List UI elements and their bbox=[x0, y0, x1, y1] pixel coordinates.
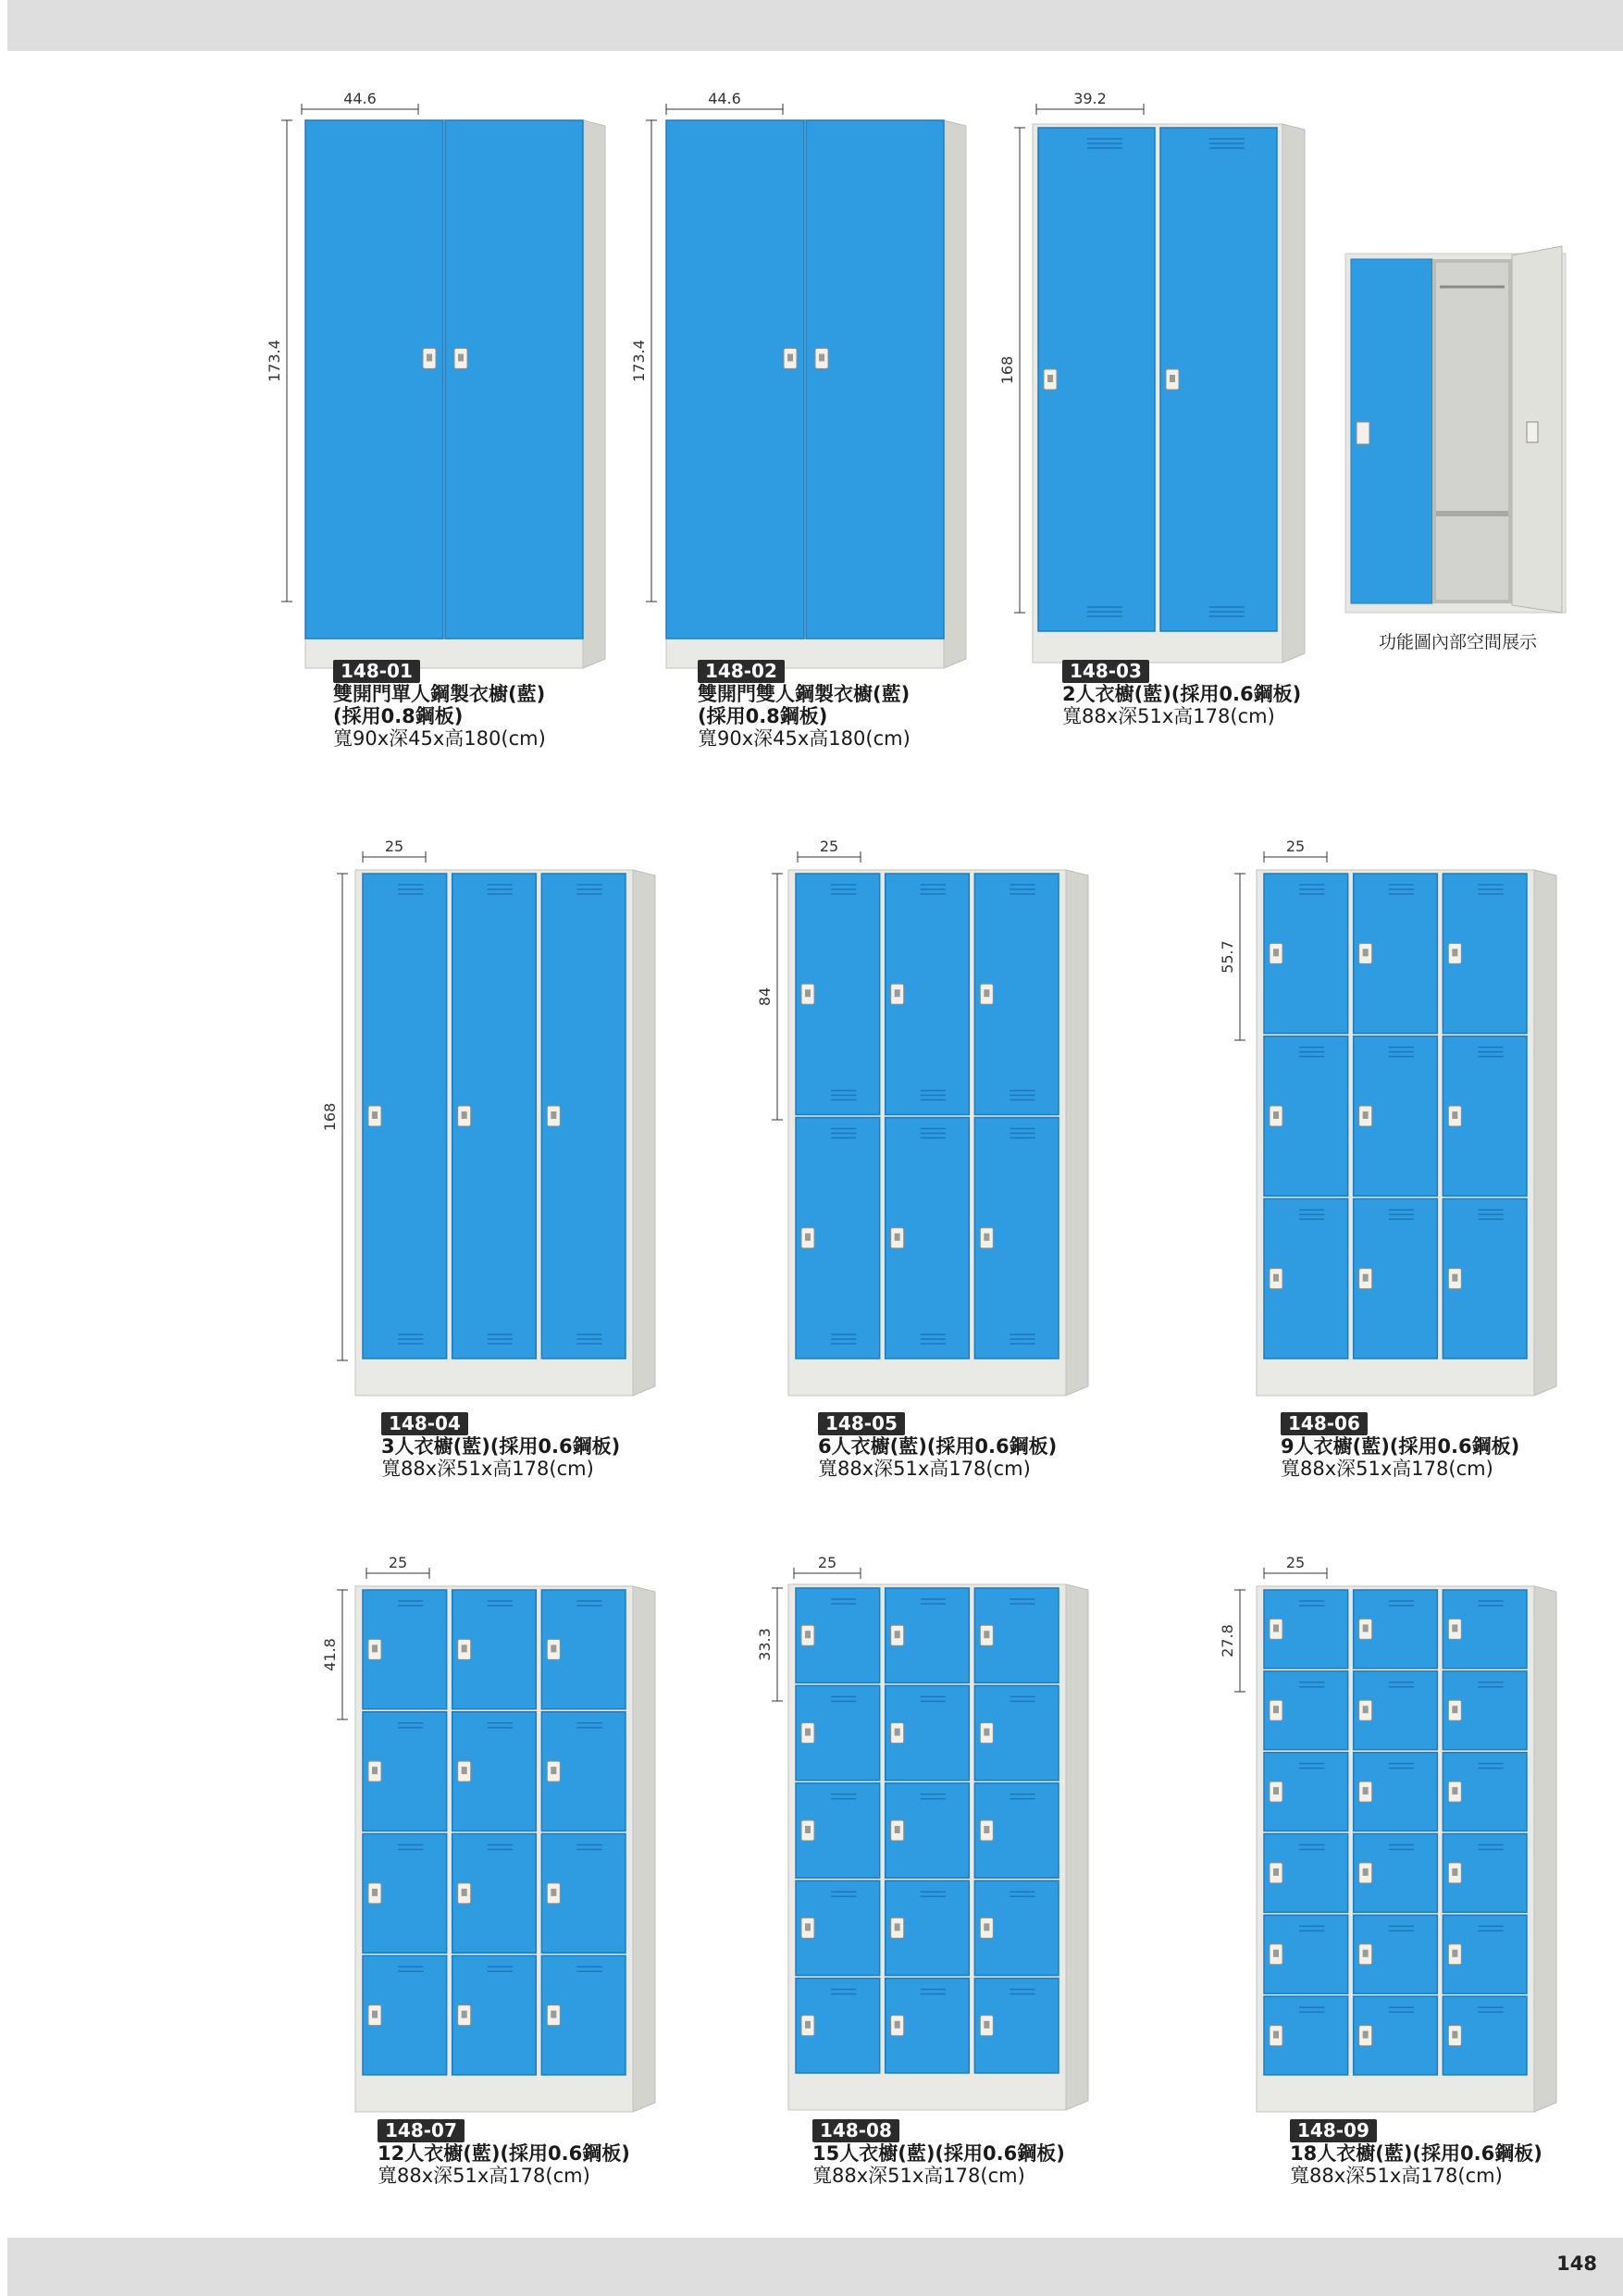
width-dimension-label: 25 bbox=[1285, 1554, 1306, 1571]
lock-handle-icon bbox=[1270, 1106, 1282, 1126]
width-dimension bbox=[366, 1554, 429, 1579]
height-dimension bbox=[321, 1590, 348, 1719]
locker-door bbox=[666, 120, 804, 639]
product-image-148-03 bbox=[998, 90, 1305, 657]
lock-handle-icon bbox=[891, 1820, 904, 1841]
page-number: 148 bbox=[1556, 2253, 1597, 2275]
product-code: 148-03 bbox=[1062, 660, 1149, 683]
product-code: 148-06 bbox=[1281, 1412, 1368, 1435]
lock-handle-icon bbox=[980, 1625, 993, 1645]
lock-handle-icon bbox=[458, 1761, 471, 1781]
width-dimension-label: 25 bbox=[1285, 838, 1306, 855]
locker-door bbox=[445, 120, 583, 639]
lock-handle-icon bbox=[1448, 1619, 1461, 1639]
lock-handle-icon bbox=[368, 1883, 381, 1904]
lock-handle-icon bbox=[1359, 1781, 1372, 1802]
width-dimension bbox=[1264, 838, 1327, 863]
lock-handle-icon bbox=[1448, 1269, 1461, 1289]
height-dimension-label: 41.8 bbox=[321, 1638, 339, 1671]
lock-handle-icon bbox=[547, 1639, 560, 1659]
lock-handle-icon bbox=[1270, 1700, 1282, 1720]
product-code: 148-01 bbox=[333, 660, 420, 683]
product-name: 2人衣櫥(藍)(採用0.6鋼板) bbox=[1062, 683, 1302, 705]
bottom-band bbox=[7, 2238, 1623, 2296]
lock-handle-icon bbox=[1359, 1863, 1372, 1883]
height-dimension bbox=[1219, 874, 1245, 1040]
lock-handle-icon bbox=[891, 1917, 904, 1938]
product-size: 寬88x深51x高178(cm) bbox=[381, 1458, 594, 1480]
lock-handle-icon bbox=[368, 1106, 381, 1126]
lock-handle-icon bbox=[801, 1228, 814, 1248]
product-image-148-05 bbox=[756, 838, 1097, 1409]
height-dimension bbox=[266, 120, 292, 602]
lock-handle-icon bbox=[1448, 2026, 1461, 2046]
lock-handle-icon bbox=[368, 2005, 381, 2026]
height-dimension-label: 27.8 bbox=[1219, 1624, 1236, 1657]
lock-handle-icon bbox=[1359, 2026, 1372, 2046]
product-code: 148-05 bbox=[818, 1412, 905, 1435]
product-name: 雙開門雙人鋼製衣櫥(藍) bbox=[698, 683, 911, 705]
product-image-148-08 bbox=[756, 1554, 1097, 2116]
lock-handle-icon bbox=[891, 2016, 904, 2036]
width-dimension-label: 44.6 bbox=[708, 90, 741, 107]
lock-handle-icon bbox=[815, 348, 828, 368]
product-code: 148-07 bbox=[378, 2119, 465, 2142]
lock-handle-icon bbox=[454, 348, 467, 368]
lock-handle-icon bbox=[980, 1228, 993, 1248]
height-dimension-label: 168 bbox=[998, 355, 1016, 385]
product-image-148-02 bbox=[630, 90, 966, 657]
caption-148-03 bbox=[1062, 660, 1301, 727]
lock-handle-icon bbox=[1270, 943, 1282, 963]
interior-feature-image bbox=[1344, 246, 1584, 616]
width-dimension bbox=[794, 1554, 861, 1579]
product-size: 寬88x深51x高178(cm) bbox=[812, 2165, 1025, 2187]
product-name: 15人衣櫥(藍)(採用0.6鋼板) bbox=[812, 2142, 1065, 2165]
lock-handle-icon bbox=[1448, 1700, 1461, 1720]
lock-handle-icon bbox=[458, 1106, 471, 1126]
product-image-148-09 bbox=[1219, 1554, 1564, 2116]
lock-handle-icon bbox=[891, 1625, 904, 1645]
height-dimension bbox=[321, 874, 348, 1360]
product-name: 12人衣櫥(藍)(採用0.6鋼板) bbox=[378, 2142, 630, 2165]
product-code: 148-04 bbox=[381, 1412, 468, 1435]
lock-handle-icon bbox=[1044, 369, 1057, 390]
lock-handle-icon bbox=[458, 1883, 471, 1904]
feature-caption: 功能圖內部空間展示 bbox=[1379, 632, 1538, 652]
width-dimension-label: 25 bbox=[817, 1554, 837, 1571]
lock-handle-icon bbox=[891, 984, 904, 1004]
lock-handle-icon bbox=[1448, 943, 1461, 963]
lock-handle-icon bbox=[1448, 1781, 1461, 1802]
height-dimension bbox=[1219, 1590, 1245, 1692]
lock-handle-icon bbox=[1166, 369, 1179, 390]
lock-handle-icon bbox=[980, 2016, 993, 2036]
lock-handle-icon bbox=[801, 2016, 814, 2036]
product-image-148-07 bbox=[321, 1554, 659, 2116]
caption-148-08 bbox=[812, 2119, 1065, 2187]
locker-door bbox=[305, 120, 443, 639]
lock-handle-icon bbox=[1448, 1106, 1461, 1126]
width-dimension-label: 44.6 bbox=[343, 90, 377, 107]
product-name: 雙開門單人鋼製衣櫥(藍) bbox=[333, 683, 546, 705]
lock-handle-icon bbox=[368, 1761, 381, 1781]
height-dimension-label: 173.4 bbox=[266, 340, 283, 382]
product-code: 148-09 bbox=[1290, 2119, 1377, 2142]
product-size: 寬90x深45x高180(cm) bbox=[698, 727, 911, 750]
lock-handle-icon bbox=[1359, 1269, 1372, 1289]
height-dimension bbox=[998, 128, 1025, 613]
lock-handle-icon bbox=[1448, 1863, 1461, 1883]
width-dimension bbox=[363, 838, 426, 863]
lock-handle-icon bbox=[1270, 1619, 1282, 1639]
lock-handle-icon bbox=[547, 2005, 560, 2026]
product-code: 148-02 bbox=[698, 660, 785, 683]
lock-handle-icon bbox=[1270, 1944, 1282, 1965]
lock-handle-icon bbox=[423, 348, 436, 368]
lock-handle-icon bbox=[1270, 1781, 1282, 1802]
product-name-line2: (採用0.8鋼板) bbox=[698, 705, 828, 727]
lock-handle-icon bbox=[1359, 1944, 1372, 1965]
height-dimension-label: 173.4 bbox=[630, 340, 648, 382]
width-dimension bbox=[798, 838, 861, 863]
lock-handle-icon bbox=[801, 984, 814, 1004]
caption-148-06 bbox=[1281, 1412, 1519, 1480]
height-dimension-label: 84 bbox=[756, 987, 774, 1007]
height-dimension-label: 168 bbox=[321, 1102, 339, 1132]
height-dimension bbox=[630, 120, 657, 602]
product-code: 148-08 bbox=[812, 2119, 899, 2142]
lock-handle-icon bbox=[1359, 1700, 1372, 1720]
height-dimension bbox=[756, 874, 783, 1120]
height-dimension-label: 33.3 bbox=[756, 1628, 774, 1661]
caption-148-09 bbox=[1290, 2119, 1542, 2187]
lock-handle-icon bbox=[368, 1639, 381, 1659]
width-dimension-label: 25 bbox=[384, 838, 404, 855]
lock-handle-icon bbox=[784, 348, 797, 368]
lock-handle-icon bbox=[801, 1917, 814, 1938]
lock-handle-icon bbox=[891, 1723, 904, 1744]
product-size: 寬88x深51x高178(cm) bbox=[378, 2165, 590, 2187]
lock-handle-icon bbox=[547, 1106, 560, 1126]
caption-148-02 bbox=[698, 660, 911, 750]
lock-handle-icon bbox=[1359, 1106, 1372, 1126]
caption-148-07 bbox=[378, 2119, 630, 2187]
caption-148-05 bbox=[818, 1412, 1057, 1480]
height-dimension-label: 55.7 bbox=[1219, 940, 1236, 974]
width-dimension bbox=[1264, 1554, 1327, 1579]
width-dimension bbox=[302, 90, 418, 115]
product-size: 寬88x深51x高178(cm) bbox=[1290, 2165, 1503, 2187]
lock-handle-icon bbox=[891, 1228, 904, 1248]
product-image-148-01 bbox=[266, 90, 601, 657]
width-dimension-label: 25 bbox=[819, 838, 839, 855]
locker-door bbox=[806, 120, 944, 639]
lock-handle-icon bbox=[980, 1723, 993, 1744]
lock-handle-icon bbox=[1448, 1944, 1461, 1965]
width-dimension-label: 39.2 bbox=[1073, 90, 1107, 107]
height-dimension bbox=[756, 1588, 783, 1701]
lock-handle-icon bbox=[801, 1723, 814, 1744]
lock-handle-icon bbox=[1270, 1269, 1282, 1289]
lock-handle-icon bbox=[801, 1820, 814, 1841]
lock-handle-icon bbox=[547, 1883, 560, 1904]
lock-handle-icon bbox=[801, 1625, 814, 1645]
caption-148-04 bbox=[381, 1412, 620, 1480]
product-image-148-04 bbox=[321, 838, 659, 1409]
width-dimension bbox=[666, 90, 783, 115]
lock-handle-icon bbox=[1359, 943, 1372, 963]
product-name: 3人衣櫥(藍)(採用0.6鋼板) bbox=[381, 1435, 621, 1458]
product-name: 9人衣櫥(藍)(採用0.6鋼板) bbox=[1281, 1435, 1520, 1458]
caption-148-01 bbox=[333, 660, 546, 750]
lock-handle-icon bbox=[980, 1820, 993, 1841]
product-name-line2: (採用0.8鋼板) bbox=[333, 705, 464, 727]
lock-handle-icon bbox=[458, 1639, 471, 1659]
lock-handle-icon bbox=[980, 1917, 993, 1938]
product-name: 18人衣櫥(藍)(採用0.6鋼板) bbox=[1290, 2142, 1542, 2165]
width-dimension bbox=[1036, 90, 1144, 115]
lock-handle-icon bbox=[1359, 1619, 1372, 1639]
product-size: 寬88x深51x高178(cm) bbox=[818, 1458, 1031, 1480]
lock-handle-icon bbox=[1270, 2026, 1282, 2046]
product-name: 6人衣櫥(藍)(採用0.6鋼板) bbox=[818, 1435, 1058, 1458]
lock-handle-icon bbox=[980, 984, 993, 1004]
lock-handle-icon bbox=[458, 2005, 471, 2026]
lock-handle-icon bbox=[547, 1761, 560, 1781]
product-size: 寬88x深51x高178(cm) bbox=[1281, 1458, 1493, 1480]
top-band bbox=[7, 0, 1623, 51]
lock-handle-icon bbox=[1270, 1863, 1282, 1883]
width-dimension-label: 25 bbox=[388, 1554, 408, 1571]
product-size: 寬90x深45x高180(cm) bbox=[333, 727, 546, 750]
product-image-148-06 bbox=[1219, 838, 1564, 1409]
product-size: 寬88x深51x高178(cm) bbox=[1062, 705, 1275, 727]
